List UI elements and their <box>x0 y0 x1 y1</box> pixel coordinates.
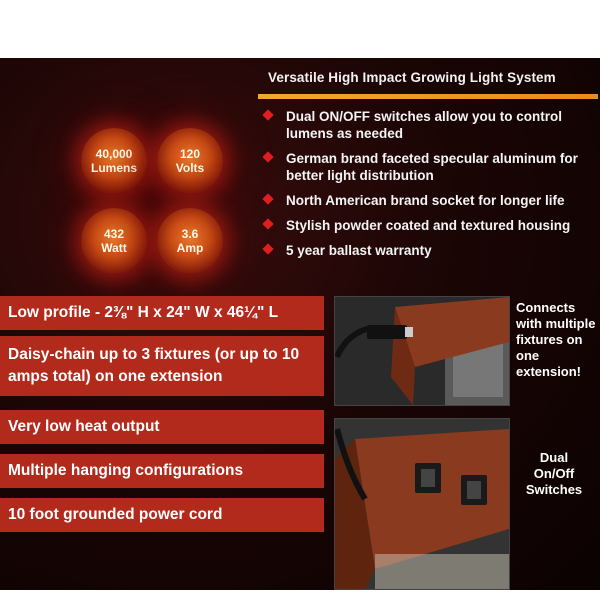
red-diamond-bullet-icon <box>262 218 273 229</box>
feature-item: Stylish powder coated and textured housing <box>262 217 592 234</box>
feature-item: Dual ON/OFF switches allow you to control lumens as needed <box>262 108 592 142</box>
connect-caption: Connects with multiple fixtures on one extension! <box>516 300 596 379</box>
red-diamond-bullet-icon <box>262 151 273 162</box>
dual-switch-photo <box>334 418 510 590</box>
spec-daisy-chain: Daisy-chain up to 3 fixtures (or up to 10 amps total) on one extension <box>0 336 324 396</box>
red-diamond-bullet-icon <box>262 193 273 204</box>
feature-item: North American brand socket for longer life <box>262 192 592 209</box>
panel-heading: Versatile High Impact Growing Light System <box>268 70 556 85</box>
amp-badge: 3.6 Amp <box>157 208 223 274</box>
red-diamond-bullet-icon <box>262 243 273 254</box>
heading-underline <box>258 94 598 99</box>
spec-low-profile: Low profile - 2⅜" H x 24" W x 46¼" L <box>0 296 324 330</box>
switches-caption: Dual On/Off Switches <box>525 450 583 497</box>
spec-power-cord: 10 foot grounded power cord <box>0 498 324 532</box>
volts-badge: 120 Volts <box>157 128 223 194</box>
lumens-badge: 40,000 Lumens <box>81 128 147 194</box>
spec-hanging: Multiple hanging configurations <box>0 454 324 488</box>
red-diamond-bullet-icon <box>262 109 273 120</box>
product-panel <box>0 58 600 590</box>
feature-item: 5 year ballast warranty <box>262 242 592 259</box>
daisy-chain-connector-photo <box>334 296 510 406</box>
feature-item: German brand faceted specular aluminum for better light distribution <box>262 150 592 184</box>
watt-badge: 432 Watt <box>81 208 147 274</box>
feature-list <box>262 108 592 267</box>
spec-low-heat: Very low heat output <box>0 410 324 444</box>
